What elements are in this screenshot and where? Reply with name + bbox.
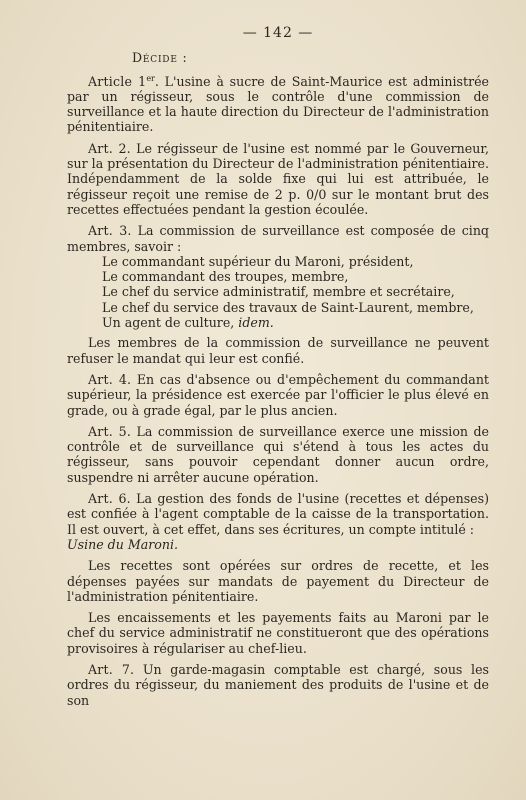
member-item-text: Un agent de culture, (102, 315, 239, 331)
article-3-text: La commission de surveillance est composée de cinq membres, savoir : (67, 223, 489, 254)
article-2 (67, 141, 489, 217)
member-item: Le chef du service administratif, membre et secrétaire, (102, 284, 455, 300)
article-3-label: Art. 3. (88, 223, 132, 239)
member-item: Le chef du service des travaux de Saint-Laurent, membre, (102, 299, 474, 315)
article-5-label: Art. 5. (88, 423, 132, 439)
article-1-text: . L'usine à sucre de Saint-Maurice est administrée par un régisseur, sous le contrôle d'une commission de surveillance et la haute direction du Directeur de l'administration pénitentiaire. (67, 73, 490, 135)
article-6 (67, 491, 489, 552)
article-5-text: La commission de surveillance exerce une mission de contrôle et de surveillance qui s'étend à tous les actes du régisseur, sans pouvoir cependant donner aucun ordre, suspendre ni arrêter aucune opération. (67, 423, 489, 485)
account-title: Usine du Maroni. (67, 536, 178, 552)
article-1 (67, 74, 489, 135)
article-4 (67, 372, 489, 418)
article-1-label: Article 1 (88, 73, 147, 89)
article-2-text: Le régisseur de l'usine est nommé par le Gouverneur, sur la présentation du Directeur de l'administration pénitentiaire. Indépendamment de la solde fixe qui lui est attribuée, le régisseur reçoit une remise de 2 p. 0/0 sur le montant brut des recettes effectuées pendant la gestion écoulée. (67, 140, 489, 217)
article-6-payments: Les encaissements et les payements faits au Maroni par le chef du service administratif ne constitueront que des opérations provisoires à régulariser au chef-lieu. (67, 610, 489, 656)
article-3-mandate: Les membres de la commission de surveillance ne peuvent refuser le mandat qui leur est confié. (67, 335, 489, 366)
commission-members-list (67, 254, 489, 330)
member-item: Le commandant supérieur du Maroni, président, (102, 253, 414, 269)
article-2-label: Art. 2. (88, 140, 131, 156)
article-3 (67, 223, 489, 254)
article-5 (67, 424, 489, 485)
article-7 (67, 662, 489, 708)
page-text (67, 26, 489, 714)
article-6-receipts: Les recettes sont opérées sur ordres de recette, et les dépenses payées sur mandats de payement du Directeur de l'administration pénitentiaire. (67, 558, 489, 604)
article-7-text: Un garde-magasin comptable est chargé, sous les ordres du régisseur, du maniement des produits de l'usine et de son (67, 661, 489, 708)
member-item (67, 315, 489, 330)
article-4-text: En cas d'absence ou d'empêchement du commandant supérieur, la présidence est exercée par l'officier le plus élevé en grade, ou à grade égal, par le plus ancien. (67, 371, 489, 418)
member-item-idem: idem. (238, 315, 274, 331)
article-1-superscript: er (146, 73, 155, 83)
article-6-text: La gestion des fonds de l'usine (recettes et dépenses) est confiée à l'agent comptable de la caisse de la transportation. Il est ouvert, à cet effet, dans ses écritures, un compte intitulé : (67, 491, 489, 537)
article-7-label: Art. 7. (88, 661, 135, 677)
member-item: Le commandant des troupes, membre, (102, 269, 349, 285)
page-number: — 142 — (242, 25, 314, 41)
article-6-label: Art. 6. (88, 491, 131, 507)
decide-heading: Décide : (132, 50, 188, 66)
article-4-label: Art. 4. (88, 371, 132, 387)
